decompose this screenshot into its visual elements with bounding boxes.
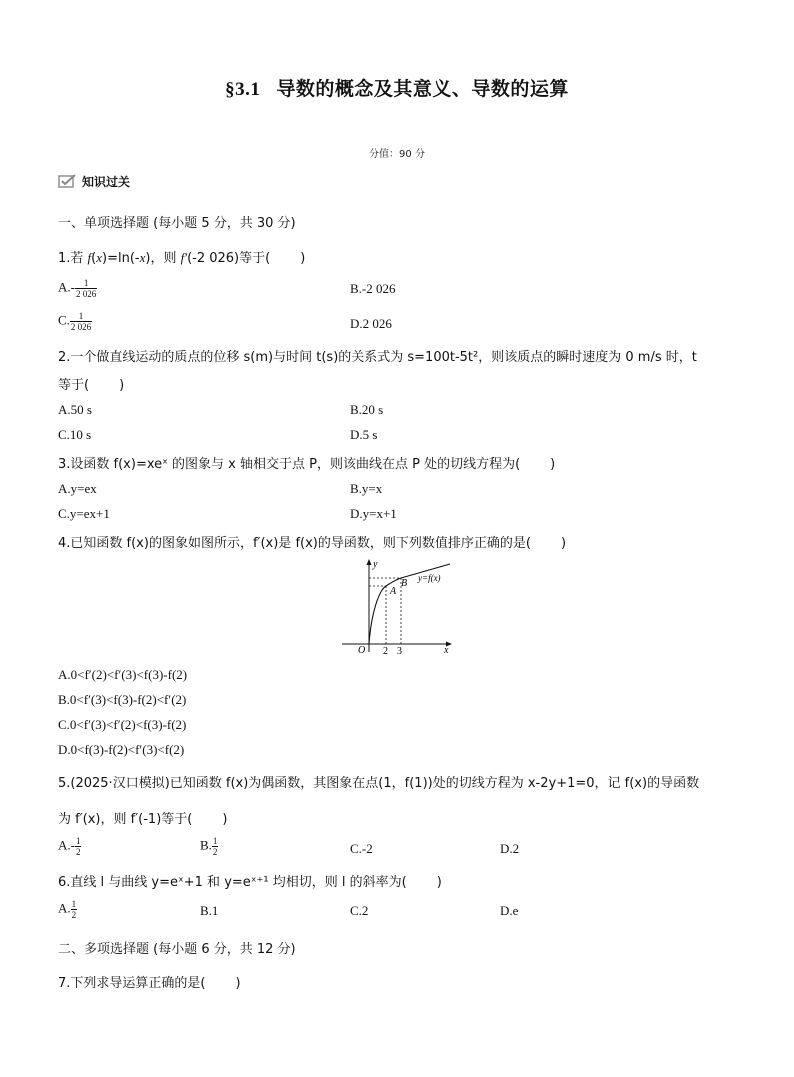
function-graph — [338, 556, 458, 656]
x-axis-label: x — [444, 645, 449, 656]
section-number: §3.1 — [225, 79, 261, 100]
question-6-option-b[interactable]: B.1 — [200, 903, 219, 918]
question-4-stem: 4.已知函数 f(x)的图象如图所示，f′(x)是 f(x)的导函数，则下列数值排序正确的是( ) — [58, 536, 567, 551]
question-4-option-a[interactable]: A.0<f′(2)<f′(3)<f(3)-f(2) — [58, 667, 188, 682]
fraction: $\frac{1}{2 026}$ — [75, 278, 97, 299]
curve-label: y=f(x) — [418, 573, 441, 583]
y-axis-arrow — [367, 559, 372, 565]
question-2-option-c[interactable]: C.10 s — [58, 427, 92, 442]
page-title — [0, 74, 794, 101]
question-7-stem: 7.下列求导运算正确的是( ) — [58, 976, 241, 991]
question-4-option-b[interactable]: B.0<f′(3)<f(3)-f(2)<f′(2) — [58, 692, 187, 707]
fraction: $\frac{1}{2}$ — [212, 836, 218, 857]
section-header — [58, 172, 130, 190]
part1-heading: 一、单项选择题 (每小题 5 分，共 30 分) — [58, 216, 296, 231]
title-text: 导数的概念及其意义、导数的运算 — [276, 78, 569, 100]
question-5-option-d[interactable]: D.2 — [500, 841, 520, 856]
checklist-icon — [58, 174, 76, 188]
question-5-option-b[interactable]: B. $\frac{1}{2}$ — [200, 836, 218, 857]
question-6-option-c[interactable]: C.2 — [350, 903, 369, 918]
question-1-option-d[interactable]: D.2 026 — [350, 316, 392, 331]
question-2-option-a[interactable]: A.50 s — [58, 402, 92, 417]
question-3-option-a[interactable]: A.y=ex — [58, 481, 97, 496]
tick-label-3: 3 — [397, 646, 402, 656]
point-a-label: A — [390, 586, 397, 597]
question-2-option-b[interactable]: B.20 s — [350, 402, 384, 417]
question-5-option-c[interactable]: C.-2 — [350, 841, 373, 856]
fraction: $\frac{1}{2 026}$ — [70, 311, 92, 332]
part2-heading: 二、多项选择题 (每小题 6 分，共 12 分) — [58, 942, 296, 957]
question-1-option-b[interactable]: B.-2 026 — [350, 281, 396, 296]
question-5-option-a[interactable]: A.- $\frac{1}{2}$ — [58, 836, 81, 857]
question-4-option-c[interactable]: C.0<f′(3)<f′(2)<f(3)-f(2) — [58, 717, 187, 732]
question-2-stem-line2: 等于( ) — [58, 378, 125, 393]
question-1-option-a[interactable]: A.- $\frac{1}{2 026}$ — [58, 278, 97, 299]
score-label: 分值：90 分 — [369, 149, 425, 160]
question-3-option-d[interactable]: D.y=x+1 — [350, 506, 397, 521]
question-6-option-a[interactable]: A. $\frac{1}{2}$ — [58, 899, 77, 920]
question-6-stem: 6.直线 l 与曲线 y=eˣ+1 和 y=eˣ⁺¹ 均相切，则 l 的斜率为( ) — [58, 875, 442, 890]
question-4-option-d[interactable]: D.0<f(3)-f(2)<f′(3)<f(2) — [58, 742, 185, 757]
question-1-stem: 1.若 f(x)=ln(-x)，则 f′(-2 026)等于( ) — [58, 250, 306, 266]
question-3-option-b[interactable]: B.y=x — [350, 481, 383, 496]
question-2-option-d[interactable]: D.5 s — [350, 427, 378, 442]
question-6-option-d[interactable]: D.e — [500, 903, 519, 918]
point-b-label: B — [401, 578, 408, 589]
question-5-stem-line1: 5.(2025·汉口模拟)已知函数 f(x)为偶函数，其图象在点(1，f(1))处的切线方程为 x-2y+1=0，记 f(x)的导函数 — [58, 776, 700, 791]
section-header-label: 知识过关 — [82, 174, 131, 189]
question-2-stem-line1: 2.一个做直线运动的质点的位移 s(m)与时间 t(s)的关系式为 s=100t-5t²，则该质点的瞬时速度为 0 m/s 时，t — [58, 350, 697, 365]
fraction: $\frac{1}{2}$ — [71, 899, 77, 920]
question-5-stem-line2: 为 f′(x)，则 f′(-1)等于( ) — [58, 812, 228, 827]
question-3-stem: 3.设函数 f(x)=xeˣ 的图象与 x 轴相交于点 P，则该曲线在点 P 处的切线方程为( ) — [58, 457, 556, 472]
tick-label-2: 2 — [383, 646, 388, 656]
question-3-option-c[interactable]: C.y=ex+1 — [58, 506, 110, 521]
y-axis-label: y — [373, 559, 378, 570]
origin-label: O — [358, 645, 366, 656]
question-1-option-c[interactable]: C. $\frac{1}{2 026}$ — [58, 311, 92, 332]
fraction: $\frac{1}{2}$ — [75, 836, 81, 857]
